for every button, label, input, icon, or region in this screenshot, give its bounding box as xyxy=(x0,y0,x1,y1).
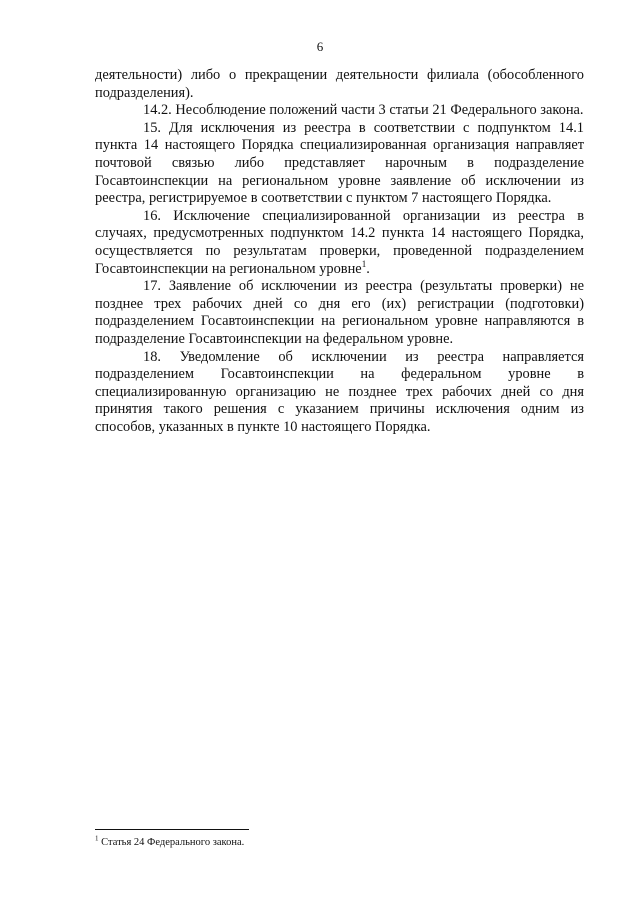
paragraph-14-2 xyxy=(95,102,584,120)
paragraph-text-end: . xyxy=(366,260,370,277)
paragraph-text: 15. Для исключения из реестра в соответствии с подпунктом 14.1 пункта 14 настоящего Порядка специализированная организация направляет почтовой связью либо представляет нарочным в подразделение Госавтоинспекции на региональном уровне заявление об исключении из реестра, регистрируемое в соответствии с пунктом 7 настоящего Порядка. xyxy=(95,119,584,207)
paragraph-continuation xyxy=(95,67,584,102)
paragraph-text: деятельности) либо о прекращении деятельности филиала (обособленного подразделения). xyxy=(95,67,584,101)
footnote-text: Статья 24 Федерального закона. xyxy=(98,837,245,848)
paragraph-text: 18. Уведомление об исключении из реестра направляется подразделением Госавтоинспекции на федеральном уровне в специализированную организацию не позднее трех рабочих дней со дня принятия такого решения с указанием причины исключения одним из способов, указанных в пункте 10 настоящего Порядка. xyxy=(95,348,584,435)
footnote-reference: 1 xyxy=(361,258,367,269)
paragraph-text: 16. Исключение специализированной организации из реестра в случаях, предусмотренных подпунктом 14.2 пункта 14 настоящего Порядка, осуществляется по результатам проверки, проведенной подразделением Госавтоинспекции на региональном уровне xyxy=(95,207,584,277)
document-body xyxy=(95,67,584,436)
paragraph-text: 17. Заявление об исключении из реестра (результаты проверки) не позднее трех рабочих дней со дня его (их) регистрации (подготовки) подразделением Госавтоинспекции на региональном уровне направляются в подразделение Госавтоинспекции на федеральном уровне. xyxy=(95,278,584,347)
paragraph-text: 14.2. Несоблюдение положений части 3 статьи 21 Федерального закона. xyxy=(143,102,584,119)
paragraph-18 xyxy=(95,349,584,437)
paragraph-17 xyxy=(95,278,584,348)
footnote-marker: 1 xyxy=(95,834,99,843)
footnote xyxy=(95,836,584,849)
paragraph-16 xyxy=(95,208,584,278)
page-number: 6 xyxy=(316,39,324,54)
footnote-divider xyxy=(95,829,249,830)
paragraph-15 xyxy=(95,120,584,208)
